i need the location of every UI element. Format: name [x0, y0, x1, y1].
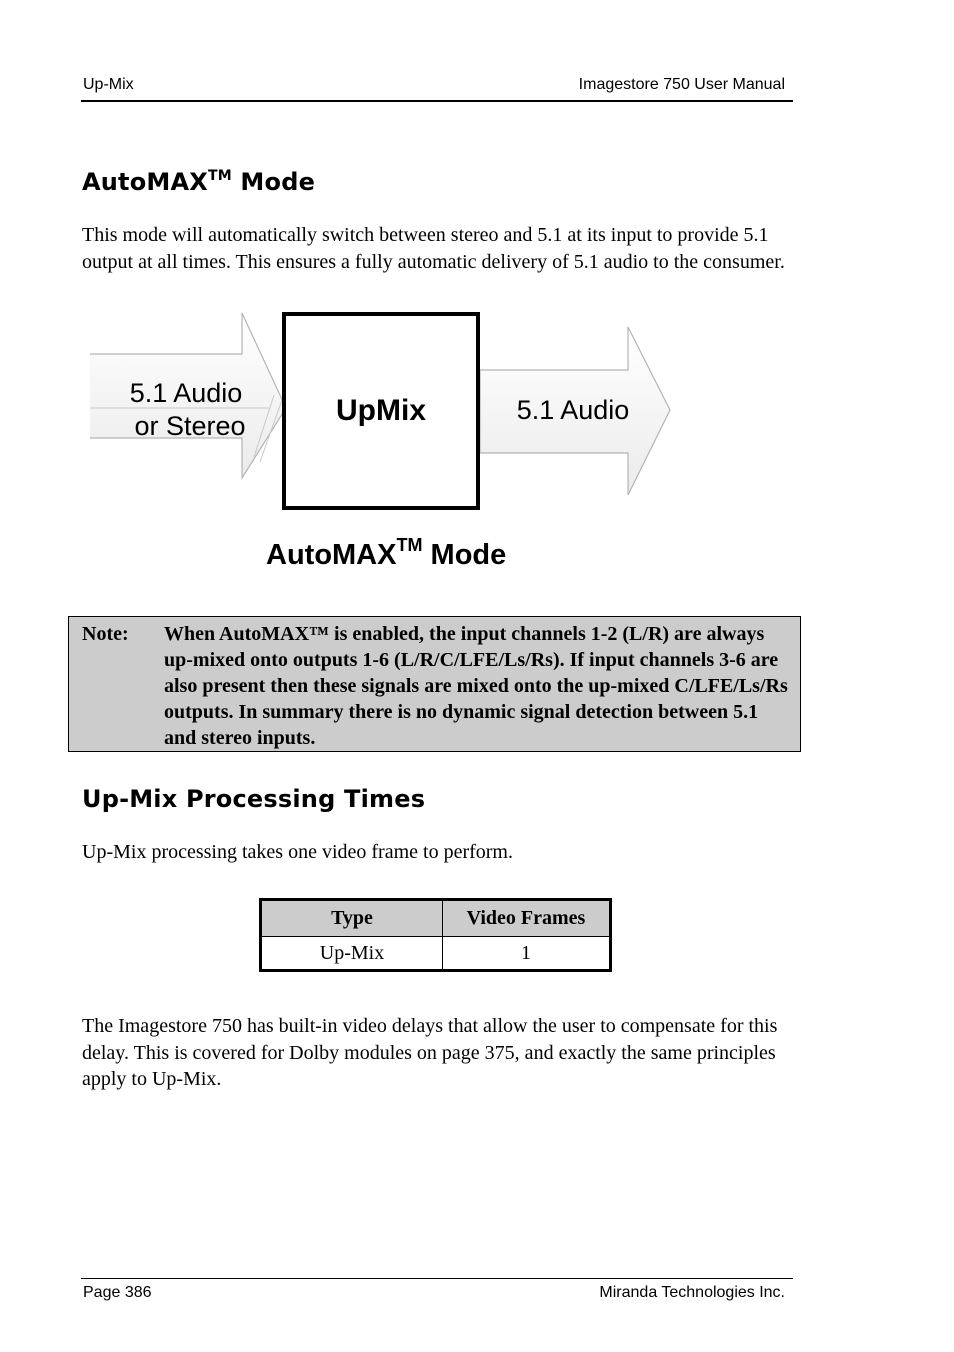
automax-description: This mode will automatically switch between stereo and 5.1 at its input to provide 5.1 output at all times. This ensures a fully automatic delivery of 5.1 audio to the consumer. [82, 224, 785, 273]
note-text: When AutoMAX™ is enabled, the input channels 1-2 (L/R) are always up-mixed onto outputs 1-6 (L/R/C/LFE/Ls/Rs). If input channels 3-6 are also present then these signals are mixed onto the up-mixed C/LFE/Ls/Rs outputs. In summary there is no dynamic signal detection between 5.1 and stereo inputs. [164, 623, 788, 749]
processing-intro: Up-Mix processing takes one video frame to perform. [82, 841, 513, 863]
input-label-line2: or Stereo [134, 411, 246, 441]
note-box [68, 616, 801, 752]
header-manual-title: Imagestore 750 User Manual [578, 76, 785, 93]
cell-type: Up-Mix [261, 937, 443, 971]
company-name: Miranda Technologies Inc. [599, 1284, 785, 1301]
column-header-type: Type [261, 900, 443, 937]
page-header [81, 76, 793, 102]
output-label: 5.1 Audio [516, 395, 630, 425]
caption-suffix: Mode [422, 539, 507, 571]
note-label: Note: [82, 623, 129, 645]
column-header-video-frames: Video Frames [443, 900, 611, 937]
input-label-line1: 5.1 Audio [129, 378, 243, 408]
caption-tm: TM [396, 535, 423, 555]
processing-times-table [259, 898, 612, 972]
page-number: Page 386 [83, 1284, 152, 1301]
cell-video-frames: 1 [443, 937, 611, 971]
diagram-caption [266, 535, 506, 571]
page-footer [81, 1278, 793, 1312]
upmix-diagram [60, 305, 700, 577]
trademark-sup: TM [207, 168, 232, 184]
upmix-box-label: UpMix [336, 394, 426, 427]
caption-text: AutoMAX [266, 539, 397, 571]
section-title-automax [82, 168, 315, 196]
header-section: Up-Mix [83, 76, 134, 93]
section-title-text: AutoMAX [82, 168, 208, 196]
section-title-processing-times: Up-Mix Processing Times [82, 785, 426, 813]
table-row [261, 937, 611, 971]
section-title-suffix: Mode [231, 168, 316, 196]
delay-compensation-paragraph: The Imagestore 750 has built-in video delays that allow the user to compensate for this delay. This is covered for Dolby modules on page 375, and exactly the same principles apply to Up-Mix. [82, 1015, 778, 1090]
table-header-row [261, 900, 611, 937]
